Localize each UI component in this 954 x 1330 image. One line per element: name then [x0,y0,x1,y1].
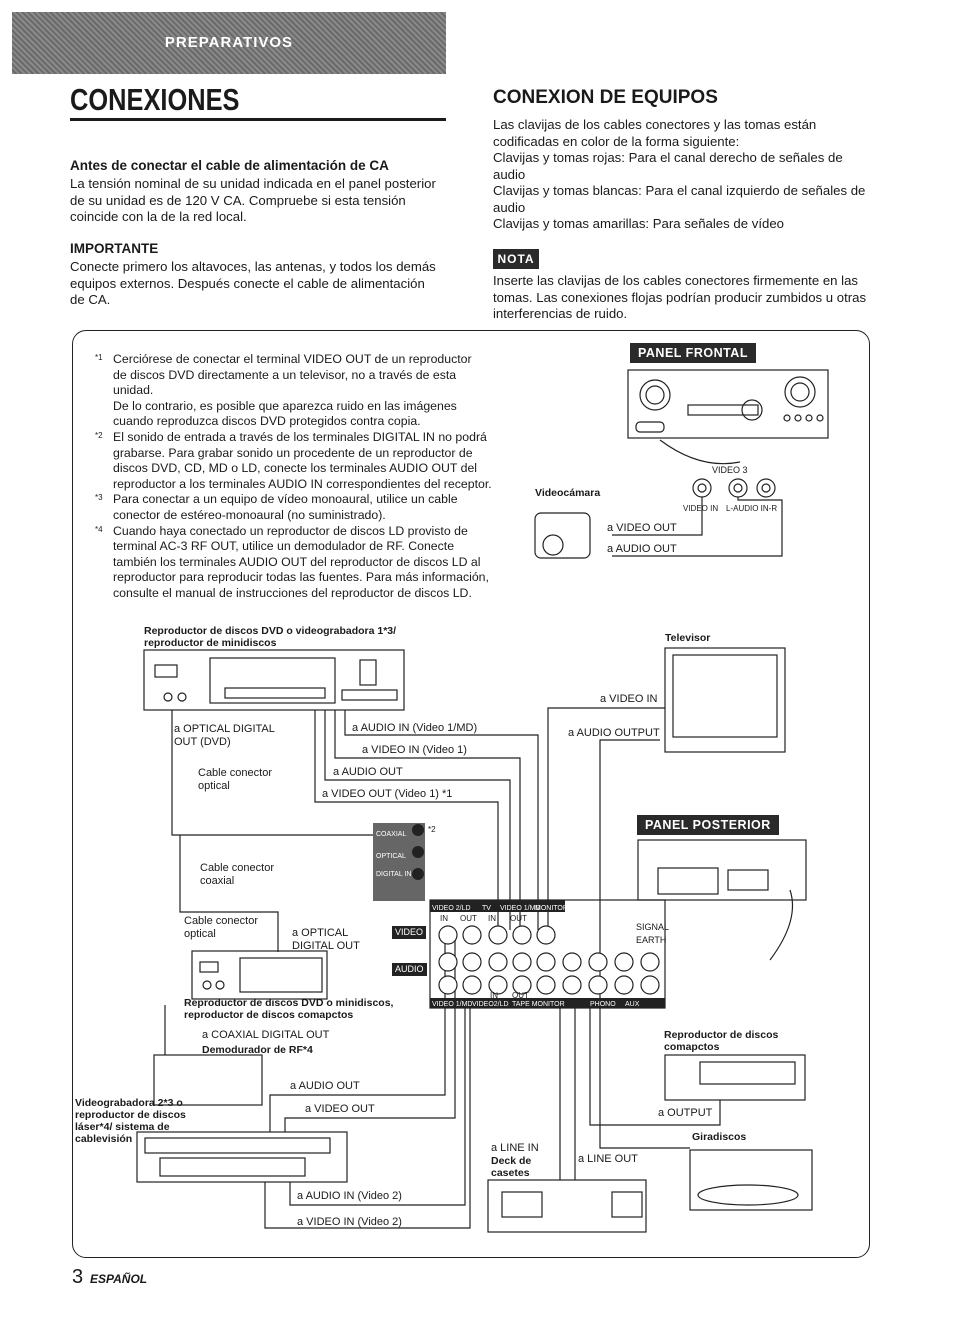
cassette-deck [488,1180,646,1232]
color-code-line: audio [493,166,526,182]
color-code-line: audio [493,199,526,215]
nota-line: tomas. Las conexiones flojas podrían producir zumbidos u otras [493,289,867,305]
rear-top-label: VIDEO 1/MD [500,905,541,912]
dvd2-title-line: reproductor de discos comapctos [184,1009,354,1021]
page-number: 3 [72,1266,84,1288]
front-audio-in-label: L-AUDIO IN-R [726,504,778,513]
cd-title [664,1029,778,1053]
dvd1-title-line: Reproductor de discos DVD o videograbadora 1*3/ [144,625,397,637]
vcr2-title-line: cablevisión [75,1133,133,1145]
cam-audio-out-label: a AUDIO OUT [607,543,677,555]
color-code-line: Clavijas y tomas amarillas: Para señales de vídeo [493,216,784,231]
deck-line-in-label: a LINE IN [491,1142,539,1154]
dvd2-title [184,997,393,1021]
footnote-line: reproductor para reproducir todas las fuentes. Para más información, [113,570,489,585]
footnote-line: Cerciórese de conectar el terminal VIDEO OUT de un reproductor [113,352,472,366]
rear-panel-receiver [638,840,806,900]
dvd1-title [144,625,396,649]
digital-in-tag: DIGITAL IN [376,871,412,878]
deck-title-line: Deck de [491,1155,532,1167]
label-line: SIGNAL [636,922,670,932]
label-line: optical [198,780,230,792]
vcr2-audio-out-label: a AUDIO OUT [290,1080,360,1092]
rear-in-out-label: OUT [512,991,529,1000]
coaxial-digital-out-label: a COAXIAL DIGITAL OUT [202,1029,330,1041]
camcorder [535,513,590,558]
video3-label: VIDEO 3 [712,465,748,475]
label-line: coaxial [200,875,235,887]
footnote-line: también los terminales AUDIO OUT del reproductor de discos LD al [113,554,481,569]
vcr2-video-in-label: a VIDEO IN (Video 2) [297,1216,402,1228]
footnote-mark: *2 [95,430,103,440]
turntable-title: Giradiscos [692,1131,747,1143]
footnote-line: conector de estéreo-monoaural (no suministrado). [113,507,386,522]
camcorder-title: Videocámara [535,487,601,499]
demodulator-title: Demodurador de RF*4 [202,1044,313,1056]
footnote-line: El sonido de entrada a través de los terminales DIGITAL IN no podrá [113,429,487,444]
label-line: optical [184,928,216,940]
color-code-line: Clavijas y tomas rojas: Para el canal derecho de señales de [493,150,843,165]
optical-cable-2-label [184,915,258,941]
footnote-line: cuando reproduzca discos DVD protegidos contra copia. [113,414,421,429]
rear-bottom-label: VIDEO 1/MD [432,1001,473,1008]
rear-in-out-label: OUT [460,914,477,923]
label-line: OUT (DVD) [174,736,231,748]
important-line: equipos externos. Después conecte el cable de alimentación [70,275,425,291]
dvd1-title-line: reproductor de minidiscos [144,637,277,649]
video-side-tag: VIDEO [392,926,426,939]
tv-audio-output-label: a AUDIO OUTPUT [568,727,660,739]
footnote-line: discos DVD, CD, MD o LD, conecte los terminales AUDIO OUT del [113,461,478,476]
audio-in-video1md-label: a AUDIO IN (Video 1/MD) [352,722,478,734]
footnote-line: de discos DVD directamente a un televisor, no a través de esta unidad. [113,367,457,398]
important-line: de CA. [70,292,111,307]
section-title: CONEXION DE EQUIPOS [493,87,718,108]
power-line: coincide con la de la red local. [70,209,247,224]
color-code-line: codificadas en color de la forma siguiente: [493,133,740,149]
coaxial-cable-label [200,862,274,888]
power-line: de su unidad es de 120 V CA. Compruebe si esta tensión [70,192,406,208]
vcr2-video-out-label: a VIDEO OUT [305,1103,375,1115]
nota-badge: NOTA [493,249,539,269]
footnote-line: grabarse. Para grabar sonido un procedente de un reproductor de [113,445,473,460]
cam-video-out-label: a VIDEO OUT [607,522,677,534]
front-video-in-label: VIDEO IN [683,504,719,513]
rear-bottom-label: AUX [625,1001,640,1008]
color-code-line: Clavijas y tomas blancas: Para el canal izquierdo de señales de [493,183,866,198]
star2-mark: *2 [428,825,436,834]
deck-title-line: casetes [491,1167,530,1179]
deck-title [491,1155,531,1179]
rear-in-out-label: OUT [510,914,527,923]
tv-video-in-label: a VIDEO IN [600,693,658,705]
rear-top-label: MONITOR [535,905,568,912]
rear-bottom-label: PHONO [590,1001,616,1008]
label-line: a OPTICAL DIGITAL [174,723,275,735]
panel-posterior-tag: PANEL POSTERIOR [637,815,779,835]
footnote-line: De lo contrario, es posible que aparezca ruido en las imágenes [113,398,457,413]
video-in-video1-label: a VIDEO IN (Video 1) [362,744,467,756]
rear-bottom-label: TAPE MONITOR [512,1001,565,1008]
language-label: ESPAÑOL [90,1272,148,1286]
label-line: EARTH [636,935,667,945]
vcr2-title-line: láser*4/ sistema de [75,1121,170,1133]
panel-frontal-tag: PANEL FRONTAL [630,343,756,363]
rear-in-out-label: IN [488,914,496,923]
vcr2-title [75,1097,186,1145]
signal-earth-label [636,921,669,947]
page-title: CONEXIONES [70,82,240,117]
section-banner-label: PREPARATIVOS [164,34,294,51]
deck-line-out-label: a LINE OUT [578,1153,638,1165]
footnote-line: terminal AC-3 RF OUT, utilice un demodulador de RF. Conecte [113,539,455,554]
color-code-line: Las clavijas de los cables conectores y las tomas están [493,117,817,132]
label-line: Cable conector [184,915,258,927]
optical-digital-out-label [292,927,360,953]
rear-in-out-label: IN [490,991,498,1000]
audio-side-tag: AUDIO [392,963,427,976]
optical-tag: OPTICAL [376,853,406,860]
footnote-line: Para conectar a un equipo de vídeo monoaural, utilice un cable [113,492,458,507]
label-line: Cable conector [200,862,274,874]
important-line: Conecte primero los altavoces, las antenas, y todos los demás [70,259,436,274]
label-line: a OPTICAL [292,927,349,939]
label-line: DIGITAL OUT [292,940,360,952]
dvd2-title-line: Reproductor de discos DVD o minidiscos, [184,997,394,1009]
cd-title-line: comapctos [664,1041,720,1053]
nota-line: Inserte las clavijas de los cables conectores firmemente en las [493,273,859,288]
footnote-line: Cuando haya conectado un reproductor de discos LD provisto de [113,523,468,538]
coaxial-tag: COAXIAL [376,831,407,838]
rear-jacks [439,926,659,994]
nota-line: interferencias de ruido. [493,306,628,321]
vcr2-title-line: Videograbadora 2*3 o [75,1097,183,1109]
video-out-video1-label: a VIDEO OUT (Video 1) *1 [322,788,453,800]
footnote-mark: *3 [95,493,103,503]
vcr2-title-line: reproductor de discos [75,1109,186,1121]
cd-output-label: a OUTPUT [658,1107,713,1119]
optical-cable-label [198,767,272,793]
vcr2-audio-in-label: a AUDIO IN (Video 2) [297,1190,402,1202]
tv-title: Televisor [665,632,711,644]
footnote-line: consulte el manual de instrucciones del reproductor de discos LD. [113,585,472,600]
label-line: Cable conector [198,767,272,779]
rear-in-out-label: IN [440,914,448,923]
footnote-mark: *4 [95,524,103,534]
footnote-line: reproductor a los terminales AUDIO IN correspondientes del receptor. [113,476,492,491]
rear-bottom-label: VIDEO2/LD [472,1001,509,1008]
optical-dvd-label [174,723,275,749]
rear-top-label: VIDEO 2/LD [432,905,471,912]
cd-title-line: Reproductor de discos [664,1029,779,1041]
power-subheading: Antes de conectar el cable de alimentación de CA [70,158,389,173]
footnote-mark: *1 [95,353,103,362]
rear-top-label: TV [482,905,491,912]
important-heading: IMPORTANTE [70,241,159,256]
power-line: La tensión nominal de su unidad indicada en el panel posterior [70,176,436,191]
audio-out-label: a AUDIO OUT [333,766,403,778]
